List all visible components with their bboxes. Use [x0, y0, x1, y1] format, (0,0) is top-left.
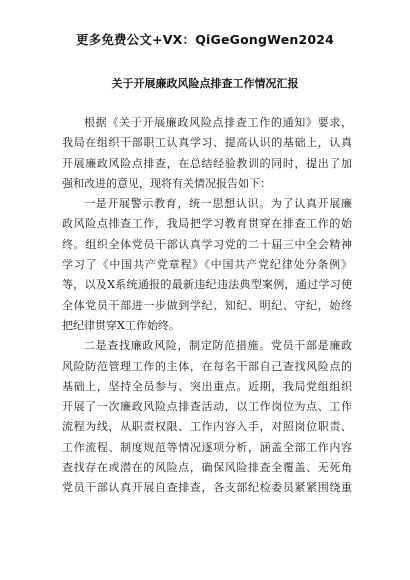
body-line: 强和改进的意见，现将有关情况报告如下： [62, 176, 271, 190]
body-line: 政风险点排查工作，我局把学习教育贯穿在排查工作的始 [62, 217, 352, 231]
document-title: 关于开展廉政风险点排查工作情况汇报 [111, 77, 299, 90]
body-line: 风险防范管理工作的主体，在每名干部自己查找风险点的 [62, 359, 352, 373]
body-line: 流程为线，从职责权限、工作内容入手，对照岗位职责、 [62, 420, 352, 434]
header-note: 更多免费公文+VX：QiGeGongWen2024 [75, 32, 335, 47]
body-line: 一是开展警示教育，统一思想认识。为了认真开展廉 [84, 197, 352, 211]
body-line: 学习了《中国共产党章程》《中国共产党纪律处分条例》 [62, 258, 352, 272]
document-body [62, 113, 352, 499]
body-line: 开展了一次廉政风险点排查活动，以工作岗位为点、工作 [62, 400, 352, 414]
body-line: 根据《关于开展廉政风险点排查工作的通知》要求， [84, 116, 352, 129]
body-line: 二是查找廉政风险，制定防范措施。党员干部是廉政 [84, 339, 352, 353]
body-line: 把纪律贯穿X工作始终。 [62, 318, 180, 332]
body-line: 基础上，坚持全员参与、突出重点。近期，我局党组组织 [62, 379, 352, 393]
body-line: 等，以及X系统通报的最新违纪违法典型案例，通过学习使 [62, 278, 352, 292]
body-line: 工作流程、制度规范等情况逐项分析，涵盖全部工作内容 [62, 440, 352, 454]
body-line: 开展廉政风险点排查，在总结经验教训的同时，提出了加 [62, 156, 352, 170]
body-line: 党员干部认真开展自查排查，各支部纪检委员紧紧围绕重 [62, 481, 352, 495]
body-line: 全体党员干部进一步做到学纪、知纪、明纪、守纪，始终 [62, 298, 352, 312]
body-line: 我局在组织干部职工认真学习、提高认识的基础上，认真 [62, 136, 352, 150]
body-line: 终。组织全体党员干部认真学习党的二十届三中全会精神 [62, 237, 352, 251]
body-line: 查找存在或潜在的风险点，确保风险排查全覆盖、无死角 [62, 461, 352, 475]
